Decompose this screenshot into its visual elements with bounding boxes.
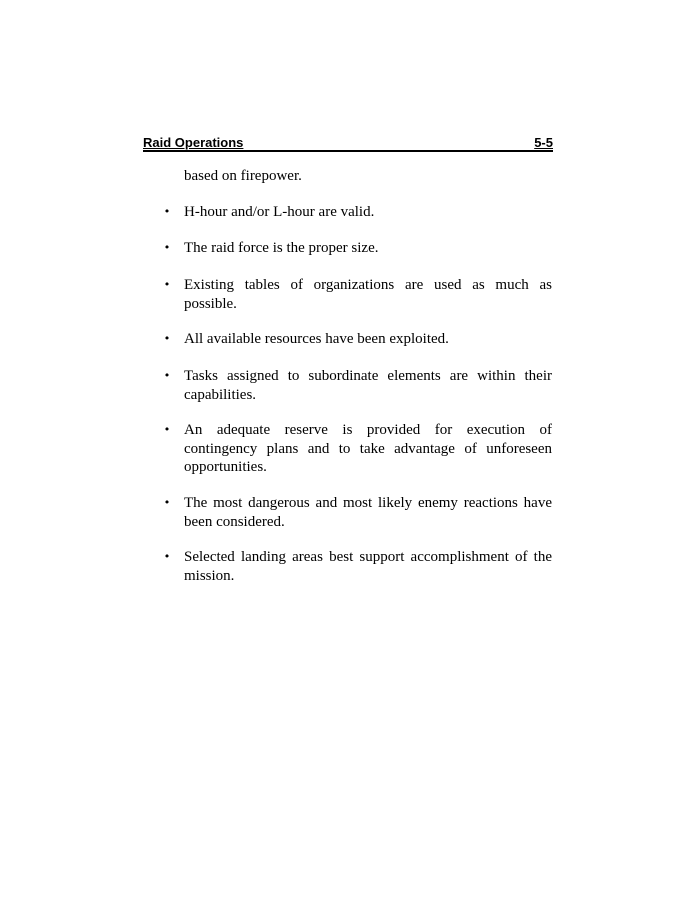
bullet-icon: • [163, 205, 171, 218]
bullet-icon: • [163, 550, 171, 563]
list-item-text: Tasks assigned to subordinate elements are within their capabilities. [184, 368, 552, 403]
list-item-text: All available resources have been exploited. [184, 331, 449, 347]
list-item-text: An adequate reserve is provided for execution of contingency plans and to take advantage of unforeseen opportunities. [184, 422, 552, 475]
bullet-icon: • [163, 369, 171, 382]
bullet-icon: • [163, 278, 171, 291]
section-title: Raid Operations [143, 135, 244, 150]
list-item-text: The most dangerous and most likely enemy reactions have been considered. [184, 495, 552, 530]
list-item-text: Selected landing areas best support accomplishment of the mission. [184, 549, 552, 584]
list-item-text: The raid force is the proper size. [184, 240, 379, 256]
bullet-icon: • [163, 332, 171, 345]
continued-paragraph: based on firepower. [184, 168, 302, 184]
bullet-icon: • [163, 423, 171, 436]
bullet-icon: • [163, 241, 171, 254]
list-item-text: H-hour and/or L-hour are valid. [184, 204, 375, 220]
page-number: 5-5 [534, 135, 553, 150]
running-header [143, 135, 553, 152]
bullet-icon: • [163, 496, 171, 509]
list-item-text: Existing tables of organizations are used as much as possible. [184, 277, 552, 312]
